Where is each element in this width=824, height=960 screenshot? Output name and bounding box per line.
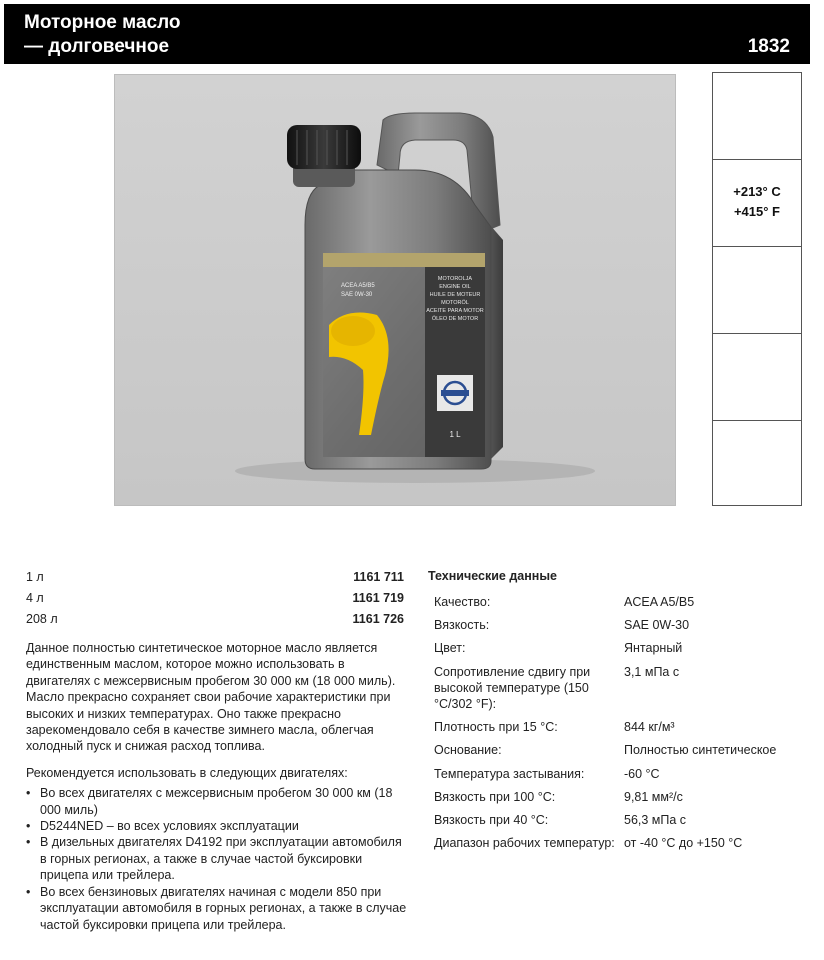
tech-value: Янтарный: [624, 641, 683, 656]
sidebox-cell: [713, 334, 801, 421]
part-number: 1161 719: [352, 591, 404, 605]
tech-label: Качество:: [434, 595, 491, 609]
label-volume: 1 L: [449, 430, 461, 439]
recommend-title: Рекомендуется использовать в следующих двигателях:: [26, 765, 348, 780]
tech-row: [434, 766, 814, 782]
tech-row: [434, 719, 814, 735]
package-row: [26, 612, 406, 633]
tech-data-title: Технические данные: [428, 569, 557, 583]
tech-label: Диапазон рабочих температур:: [434, 836, 615, 851]
tech-data-table: [434, 594, 814, 858]
tech-row: [434, 594, 814, 610]
page-title-line2: — долговечное: [24, 36, 170, 57]
product-description: [26, 640, 408, 933]
label-line: ACEITE PARA MOTOR: [426, 308, 484, 314]
package-volume: 1 л: [26, 570, 44, 584]
sidebox-cell: [713, 73, 801, 160]
label-line: MOTOROLJA: [437, 276, 473, 282]
tech-label: Температура застывания:: [434, 766, 585, 781]
tech-row: [434, 789, 814, 805]
tech-row: [434, 742, 814, 758]
package-volume: 4 л: [26, 591, 44, 605]
package-row: [26, 591, 406, 612]
description-paragraph: Данное полностью синтетическое моторное масло является единственным маслом, которое можно использовать в двигателях с межсервисным пробегом 30 000 км (18 000 миль). Масло прекрасно сохраняет свои рабочие характеристики при высоких и низких температурах. Оно также прекрасно зарекомендовало себя в качестве зимнего масла, облегчая холодный пуск и снижая расход топлива.: [26, 641, 396, 754]
tech-value: Полностью синтетическое: [624, 743, 777, 758]
package-volume: 208 л: [26, 612, 58, 626]
label-line: HUILE DE MOTEUR: [429, 292, 481, 298]
label-spec: SAE 0W-30: [341, 292, 373, 298]
info-sidebox: [712, 72, 802, 506]
tech-value: SAE 0W-30: [624, 618, 690, 633]
tech-row: [434, 812, 814, 828]
part-number: 1161 711: [353, 570, 404, 584]
tech-label: Вязкость:: [434, 618, 490, 633]
tech-label: Цвет:: [434, 641, 466, 656]
page-title-line1: Моторное масло: [24, 12, 181, 33]
tech-value: ACEA A5/B5: [624, 595, 695, 609]
sidebox-cell-temperature: [713, 160, 801, 247]
tech-value: 844 кг/м³: [624, 720, 675, 735]
label-line: MOTORÖL: [441, 300, 469, 306]
tech-label: Сопротивление сдвигу при высокой температуре (150 °C/302 °F):: [434, 664, 591, 712]
recommend-list: [26, 785, 408, 933]
product-photo: [114, 74, 676, 506]
tech-row: [434, 617, 814, 633]
list-item: • D5244NED – во всех условиях эксплуатации: [26, 818, 408, 834]
package-row: [26, 570, 406, 591]
label-line: ENGINE OIL: [439, 284, 471, 290]
tech-label: Плотность при 15 °C:: [434, 720, 558, 735]
tech-label: Основание:: [434, 743, 502, 758]
tech-row: [434, 835, 814, 851]
tech-row: [434, 640, 814, 656]
tech-value: 56,3 мПа с: [624, 813, 687, 828]
flash-point-celsius: +213° C: [733, 184, 781, 199]
sidebox-cell: [713, 421, 801, 507]
oil-canister-illustration: [115, 75, 675, 505]
tech-row: [434, 664, 814, 713]
package-sizes: [26, 570, 406, 633]
product-code: 1832: [747, 36, 790, 57]
tech-value: 9,81 мм²/с: [624, 789, 683, 804]
flash-point-fahrenheit: +415° F: [733, 204, 781, 219]
label-spec: ACEA A5/B5: [341, 283, 375, 289]
tech-value: -60 °C: [624, 766, 660, 781]
part-number: 1161 726: [352, 612, 404, 626]
sidebox-cell: [713, 247, 801, 334]
list-item: • В дизельных двигателях D4192 при эксплуатации автомобиля в горных регионах, а также в случае частой буксировки прицепа или трейлера.: [26, 834, 408, 883]
list-item: • Во всех двигателях с межсервисным пробегом 30 000 км (18 000 миль): [26, 785, 408, 818]
tech-label: Вязкость при 40 °C:: [434, 813, 549, 828]
tech-value: от -40 °C до +150 °C: [624, 836, 743, 851]
list-item: • Во всех бензиновых двигателях начиная с модели 850 при эксплуатации автомобиля в горных регионах, а также в случае частой буксировки прицепа или трейлера.: [26, 884, 408, 933]
tech-label: Вязкость при 100 °C:: [434, 789, 556, 804]
tech-value: 3,1 мПа с: [624, 664, 680, 679]
header-bar: [4, 4, 810, 64]
label-line: ÓLEO DE MOTOR: [431, 316, 479, 322]
